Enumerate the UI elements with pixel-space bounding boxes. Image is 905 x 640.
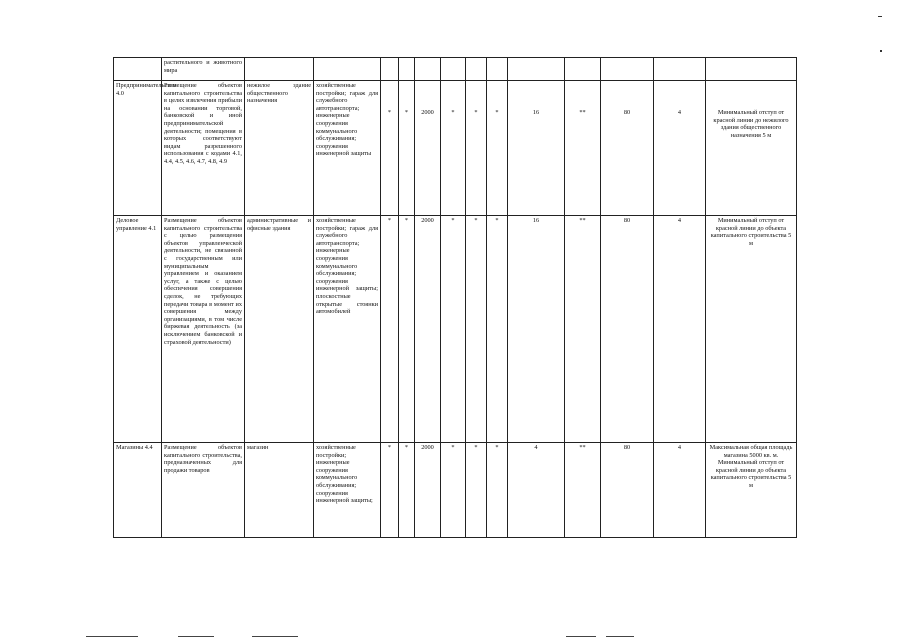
param-cell: 4 — [508, 443, 565, 538]
param-cell: 2000 — [415, 81, 441, 216]
auxiliary-cell: хозяйственные постройки; инженерные сооружения коммунального обслуживания; сооружения инженерной защиты; — [314, 443, 381, 538]
scan-speck — [880, 50, 882, 52]
table-row — [114, 81, 797, 216]
param-cell — [441, 58, 466, 81]
param-cell: * — [487, 81, 508, 216]
zone-code-cell — [114, 58, 162, 81]
zone-code-cell: Магазины 4.4 — [114, 443, 162, 538]
auxiliary-cell: хозяйственные постройки; гараж для служебного автотранспорта; инженерные сооружения коммунального обслуживания; сооружения инженерной защиты — [314, 81, 381, 216]
param-cell: * — [487, 216, 508, 443]
table-row — [114, 58, 797, 81]
param-cell: * — [381, 81, 399, 216]
zone-code-cell: Деловое управление 4.1 — [114, 216, 162, 443]
param-cell — [565, 58, 601, 81]
param-cell — [381, 58, 399, 81]
param-cell — [654, 58, 706, 81]
param-cell: ** — [565, 81, 601, 216]
scan-edge-line — [566, 636, 596, 637]
param-cell: * — [441, 443, 466, 538]
objects-cell: магазин — [245, 443, 314, 538]
param-cell: 4 — [654, 443, 706, 538]
param-cell: * — [381, 216, 399, 443]
param-cell: * — [399, 81, 415, 216]
description-cell: растительного и животного мира — [162, 58, 245, 81]
scan-speck — [878, 16, 882, 17]
param-cell: 80 — [601, 216, 654, 443]
table-row — [114, 216, 797, 443]
objects-cell: административные и офисные здания — [245, 216, 314, 443]
param-cell — [415, 58, 441, 81]
param-cell — [466, 58, 487, 81]
auxiliary-cell — [314, 58, 381, 81]
zone-code-cell: Предпринимательство 4.0 — [114, 81, 162, 216]
param-cell: * — [487, 443, 508, 538]
param-cell: ** — [565, 443, 601, 538]
param-cell — [399, 58, 415, 81]
zoning-table — [113, 57, 797, 538]
note-cell: Минимальный отступ от красной линии до объекта капитального строительства 5 м — [706, 216, 797, 443]
scan-edge-line — [252, 636, 298, 637]
scan-edge-line — [606, 636, 634, 637]
param-cell: * — [441, 81, 466, 216]
param-cell: 80 — [601, 81, 654, 216]
param-cell: 2000 — [415, 216, 441, 443]
param-cell: * — [381, 443, 399, 538]
param-cell — [508, 58, 565, 81]
table-row — [114, 443, 797, 538]
scan-edge-line — [178, 636, 214, 637]
param-cell: * — [466, 81, 487, 216]
param-cell: 4 — [654, 216, 706, 443]
description-cell: Размещение объектов капитального строительства с целью размещения объектов управленческой деятельности, не связанной с государственным или муниципальным управлением и оказанием услуг, а также с целью обеспечения совершения сделок, не требующих передачи товара в момент их совершения между организациями, в том числе биржевая деятельность (за исключением банковской и страховой деятельности) — [162, 216, 245, 443]
note-cell — [706, 58, 797, 81]
param-cell — [487, 58, 508, 81]
param-cell: 16 — [508, 81, 565, 216]
note-cell: Минимальный отступ от красной линии до нежилого здания общественного назначения 5 м — [706, 81, 797, 216]
param-cell: ** — [565, 216, 601, 443]
param-cell: 2000 — [415, 443, 441, 538]
param-cell: 4 — [654, 81, 706, 216]
note-cell: Максимальная общая площадь магазина 5000 кв. м. Минимальный отступ от красной линии до объекта капитального строительства 5 м — [706, 443, 797, 538]
scan-edge-line — [86, 636, 138, 637]
param-cell: * — [466, 443, 487, 538]
param-cell: 16 — [508, 216, 565, 443]
auxiliary-cell: хозяйственные постройки; гараж для служебного автотранспорта; инженерные сооружения коммунального обслуживания; сооружения инженерной защиты; плоскостные открытые стоянки автомобилей — [314, 216, 381, 443]
description-cell: Размещение объектов капитального строительства, предназначенных для продажи товаров — [162, 443, 245, 538]
description-cell: Размещение объектов капитального строительства в целях извлечения прибыли на основании торговой, банковской и иной предпринимательской деятельности; помещения в которых соответствуют видам разрешенного использования с кодами 4.1, 4.4, 4.5, 4.6, 4.7, 4.8, 4.9 — [162, 81, 245, 216]
objects-cell — [245, 58, 314, 81]
param-cell: * — [441, 216, 466, 443]
param-cell: 80 — [601, 443, 654, 538]
param-cell — [601, 58, 654, 81]
objects-cell: нежилое здание общественного назначения — [245, 81, 314, 216]
param-cell: * — [399, 216, 415, 443]
param-cell: * — [466, 216, 487, 443]
param-cell: * — [399, 443, 415, 538]
